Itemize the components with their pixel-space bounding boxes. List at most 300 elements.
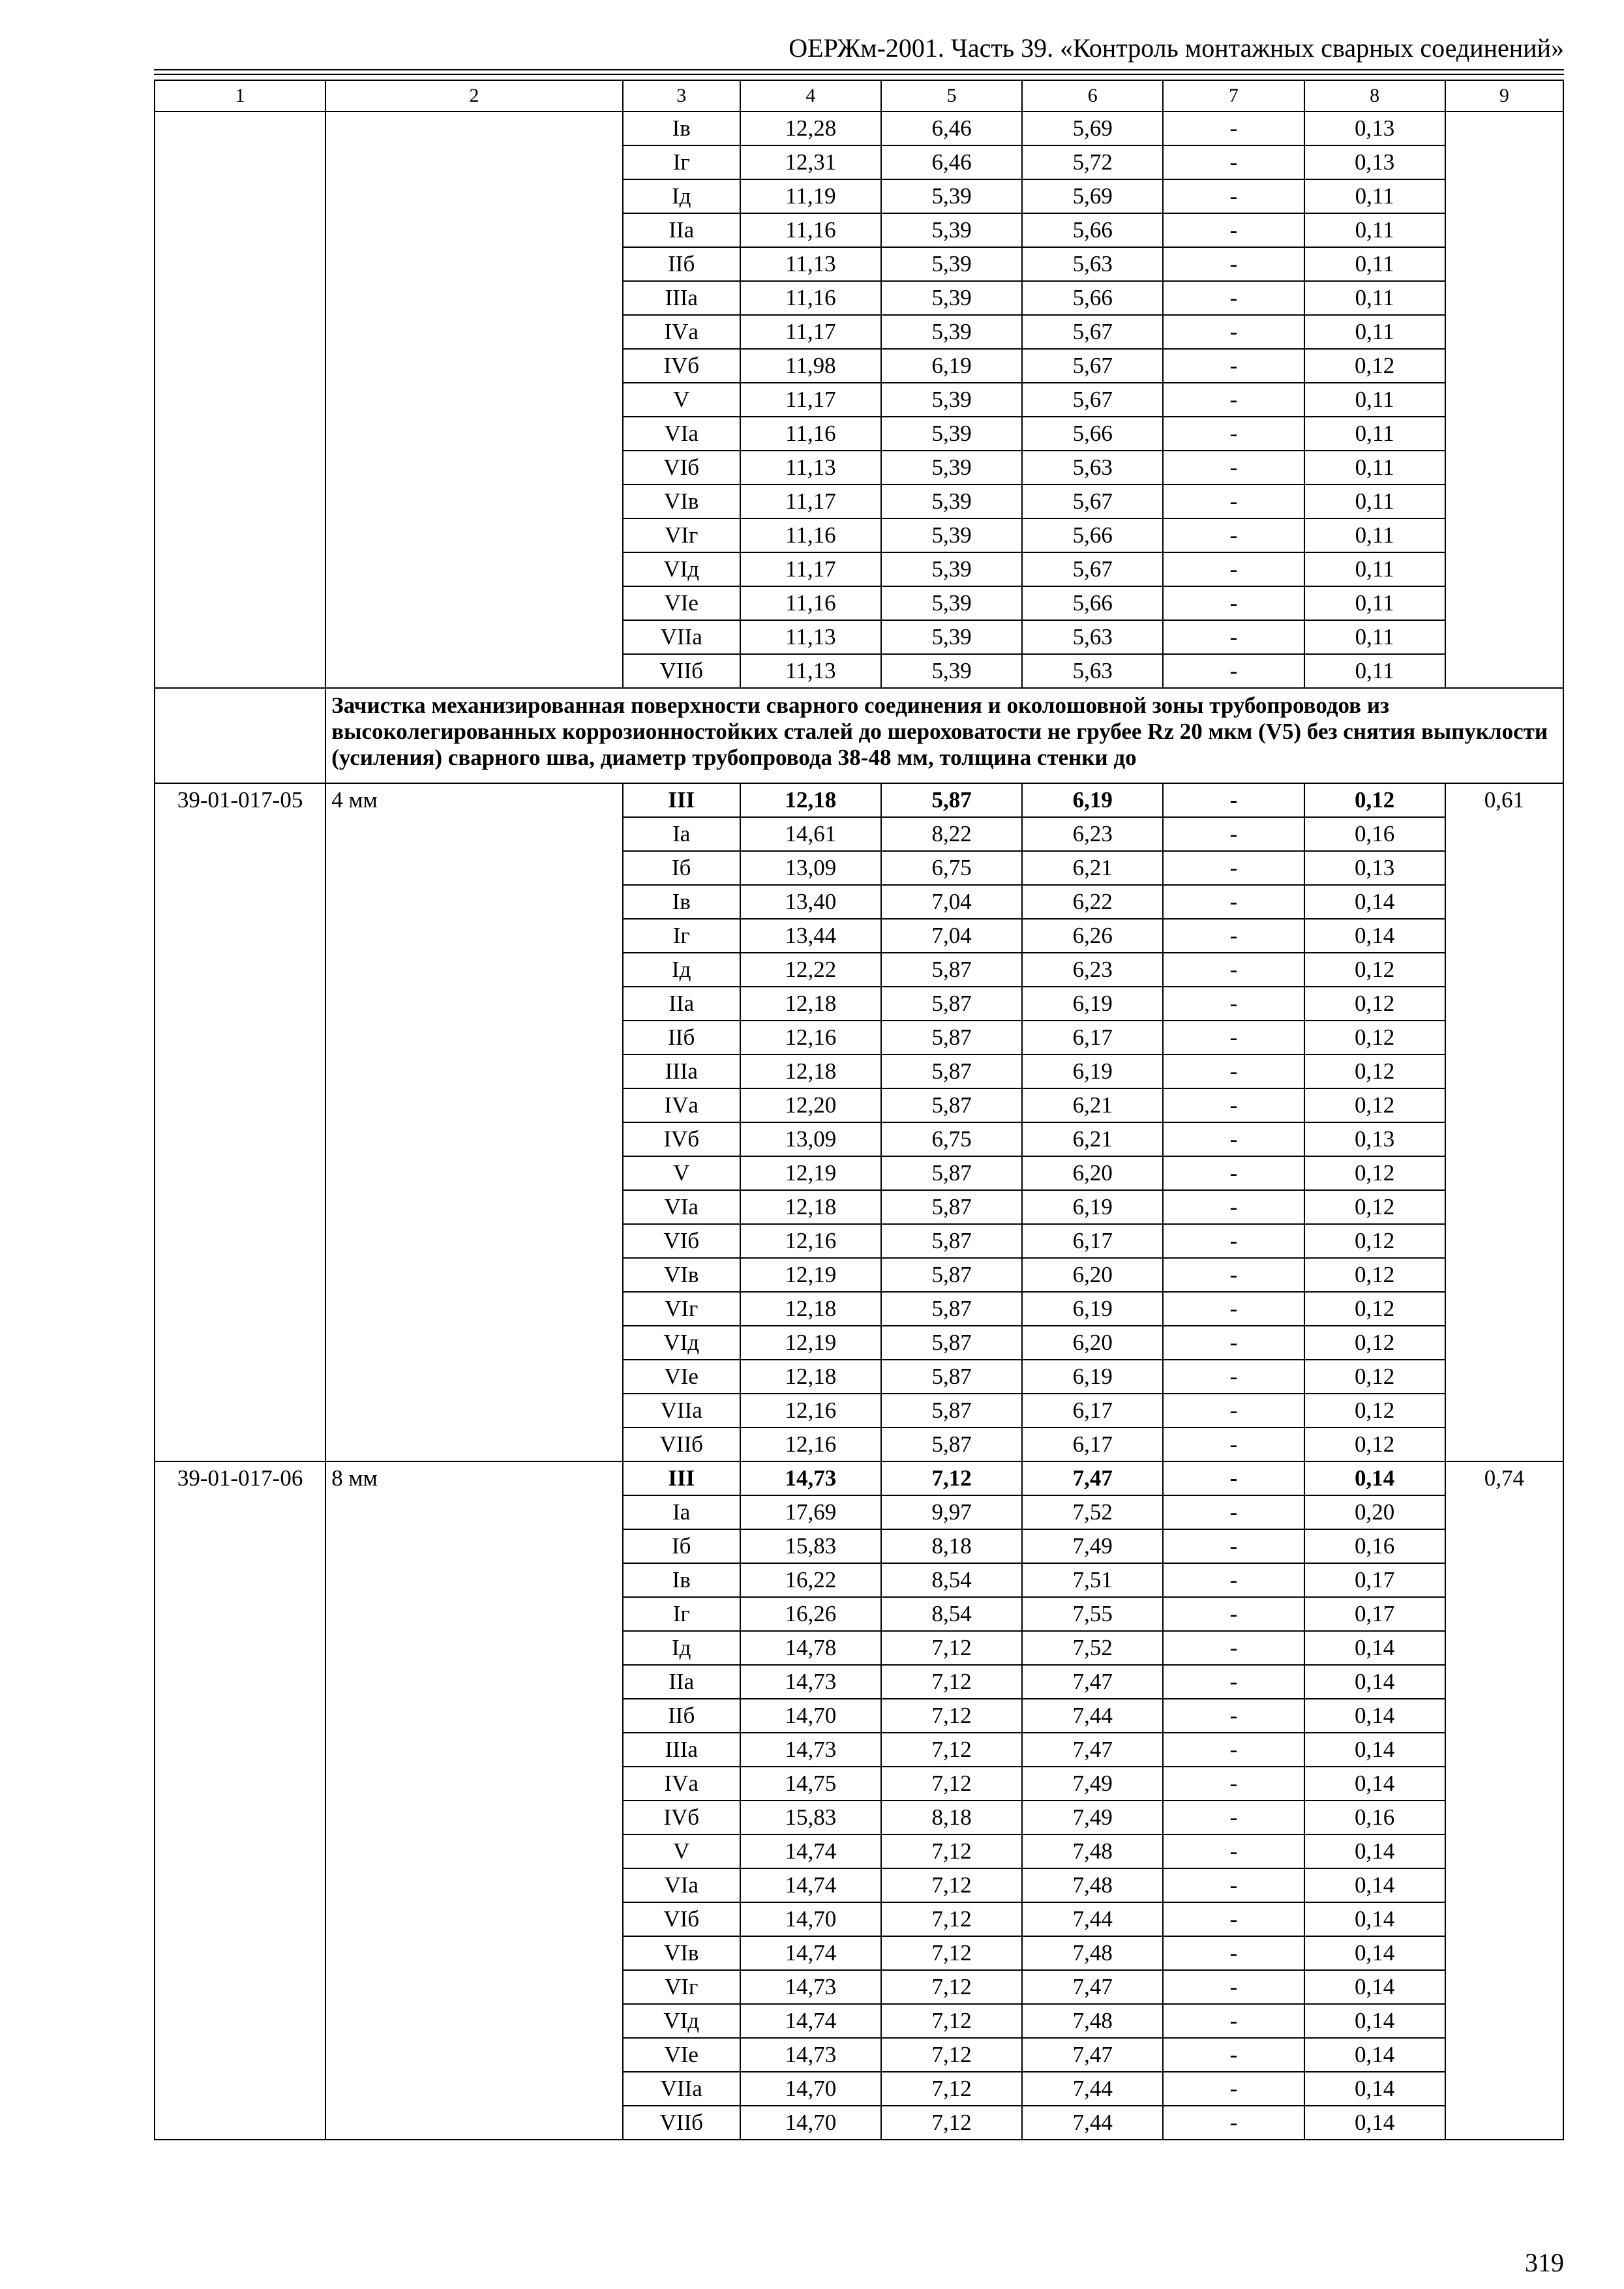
- value-col5: 7,12: [881, 1631, 1022, 1665]
- row-code-cell: VIIа: [623, 620, 740, 654]
- rate-description: 4 мм: [325, 783, 622, 1461]
- value-col5: 5,87: [881, 987, 1022, 1021]
- value-col7: -: [1163, 919, 1304, 953]
- value-col5: 5,87: [881, 1021, 1022, 1055]
- value-col8: 0,14: [1304, 919, 1445, 953]
- row-code-cell: IIб: [623, 1021, 740, 1055]
- value-col8: 0,12: [1304, 1428, 1445, 1461]
- row-code-cell: Iд: [623, 1631, 740, 1665]
- row-code-cell: IVа: [623, 1767, 740, 1801]
- row-code-cell: IIб: [623, 1699, 740, 1733]
- value-col8: 0,16: [1304, 817, 1445, 851]
- value-col6: 6,19: [1022, 1190, 1163, 1224]
- value-col7: -: [1163, 179, 1304, 213]
- value-col8: 0,11: [1304, 213, 1445, 247]
- value-col7: -: [1163, 1631, 1304, 1665]
- value-col4: 13,44: [740, 919, 881, 953]
- value-col5: 6,75: [881, 1122, 1022, 1156]
- value-col7: -: [1163, 417, 1304, 451]
- value-col7: -: [1163, 1665, 1304, 1699]
- value-col8: 0,11: [1304, 586, 1445, 620]
- section-title-row: [155, 688, 1563, 783]
- value-col4: 14,61: [740, 817, 881, 851]
- value-col4: 14,70: [740, 2072, 881, 2106]
- column-number: 4: [740, 80, 881, 112]
- value-col7: -: [1163, 1394, 1304, 1428]
- value-col6: 5,63: [1022, 247, 1163, 281]
- value-col6: 7,49: [1022, 1801, 1163, 1834]
- value-col7: -: [1163, 885, 1304, 919]
- section-title: Зачистка механизированная поверхности сварного соединения и околошовной зоны трубопроводов из высоколегированных коррозионностойких сталей до шероховатости не грубее Rz 20 мкм (V5) без снятия выпуклости (усиления) сварного шва, диаметр трубопровода 38-48 мм, толщина стенки до: [325, 688, 1563, 783]
- value-col5: 7,04: [881, 919, 1022, 953]
- value-col8: 0,13: [1304, 851, 1445, 885]
- value-col4: 12,16: [740, 1394, 881, 1428]
- value-col6: 7,48: [1022, 1936, 1163, 1970]
- value-col4: 12,16: [740, 1021, 881, 1055]
- value-col7: -: [1163, 1021, 1304, 1055]
- value-col6: 7,48: [1022, 1868, 1163, 1902]
- value-col7: -: [1163, 1326, 1304, 1360]
- value-col5: 5,87: [881, 1428, 1022, 1461]
- value-col4: 11,17: [740, 315, 881, 349]
- value-col8: 0,20: [1304, 1495, 1445, 1529]
- value-col4: 14,70: [740, 1699, 881, 1733]
- value-col7: -: [1163, 1970, 1304, 2004]
- value-col6: 6,17: [1022, 1394, 1163, 1428]
- value-col4: 13,09: [740, 1122, 881, 1156]
- column-number: 1: [155, 80, 325, 112]
- row-code-cell: IIб: [623, 247, 740, 281]
- value-col4: 11,13: [740, 451, 881, 485]
- row-code-cell: Iб: [623, 1529, 740, 1563]
- value-col4: 14,74: [740, 1936, 881, 1970]
- value-col8: 0,14: [1304, 1936, 1445, 1970]
- value-col8: 0,12: [1304, 1326, 1445, 1360]
- row-code-cell: Iа: [623, 817, 740, 851]
- value-col5: 8,18: [881, 1801, 1022, 1834]
- value-col4: 12,20: [740, 1088, 881, 1122]
- value-col7: -: [1163, 1428, 1304, 1461]
- row-code-cell: VIе: [623, 586, 740, 620]
- value-col7: -: [1163, 112, 1304, 145]
- value-col8: 0,11: [1304, 315, 1445, 349]
- value-col4: 14,74: [740, 1868, 881, 1902]
- value-col5: 5,87: [881, 1156, 1022, 1190]
- value-col5: 7,12: [881, 1868, 1022, 1902]
- row-code-cell: VIб: [623, 1224, 740, 1258]
- value-col8: 0,16: [1304, 1529, 1445, 1563]
- value-col6: 7,44: [1022, 2106, 1163, 2140]
- value-col4: 15,83: [740, 1529, 881, 1563]
- row-code-cell: Iб: [623, 851, 740, 885]
- value-col6: 5,66: [1022, 281, 1163, 315]
- empty-code-cell: [155, 112, 325, 688]
- rate-total: 0,61: [1445, 783, 1563, 1461]
- row-code-cell: IVб: [623, 349, 740, 383]
- column-number: 3: [623, 80, 740, 112]
- value-col5: 5,39: [881, 654, 1022, 688]
- row-code-cell: VIIа: [623, 2072, 740, 2106]
- row-code-cell: III: [623, 783, 740, 817]
- value-col8: 0,14: [1304, 1461, 1445, 1495]
- value-col5: 7,12: [881, 1733, 1022, 1767]
- row-code-cell: VIIб: [623, 654, 740, 688]
- value-col8: 0,14: [1304, 1733, 1445, 1767]
- value-col6: 7,44: [1022, 2072, 1163, 2106]
- value-col7: -: [1163, 1902, 1304, 1936]
- value-col7: -: [1163, 349, 1304, 383]
- row-code-cell: VIIб: [623, 1428, 740, 1461]
- row-code-cell: III: [623, 1461, 740, 1495]
- column-number: 7: [1163, 80, 1304, 112]
- value-col5: 5,87: [881, 1224, 1022, 1258]
- value-col6: 6,17: [1022, 1428, 1163, 1461]
- value-col6: 6,21: [1022, 851, 1163, 885]
- value-col5: 7,04: [881, 885, 1022, 919]
- rate-description: 8 мм: [325, 1461, 622, 2140]
- value-col7: -: [1163, 817, 1304, 851]
- value-col7: -: [1163, 552, 1304, 586]
- value-col7: -: [1163, 1868, 1304, 1902]
- value-col7: -: [1163, 1292, 1304, 1326]
- value-col4: 12,18: [740, 1190, 881, 1224]
- value-col4: 14,73: [740, 1733, 881, 1767]
- value-col8: 0,17: [1304, 1597, 1445, 1631]
- value-col7: -: [1163, 1122, 1304, 1156]
- row-code-cell: VIд: [623, 1326, 740, 1360]
- row-code-cell: Iг: [623, 1597, 740, 1631]
- value-col8: 0,11: [1304, 485, 1445, 518]
- value-col7: -: [1163, 654, 1304, 688]
- value-col4: 13,09: [740, 851, 881, 885]
- value-col8: 0,11: [1304, 281, 1445, 315]
- header-rule-top: [154, 69, 1564, 70]
- value-col4: 14,78: [740, 1631, 881, 1665]
- value-col8: 0,13: [1304, 145, 1445, 179]
- value-col4: 12,16: [740, 1428, 881, 1461]
- value-col5: 7,12: [881, 1767, 1022, 1801]
- value-col8: 0,12: [1304, 1156, 1445, 1190]
- value-col5: 7,12: [881, 1461, 1022, 1495]
- row-code-cell: VIе: [623, 1360, 740, 1394]
- value-col7: -: [1163, 1156, 1304, 1190]
- row-code-cell: IIIа: [623, 281, 740, 315]
- column-number: 5: [881, 80, 1022, 112]
- value-col8: 0,12: [1304, 1224, 1445, 1258]
- value-col5: 5,39: [881, 383, 1022, 417]
- row-code-cell: VIIа: [623, 1394, 740, 1428]
- value-col8: 0,14: [1304, 2004, 1445, 2038]
- row-code-cell: VIв: [623, 1936, 740, 1970]
- value-col7: -: [1163, 281, 1304, 315]
- row-code-cell: VIб: [623, 1902, 740, 1936]
- value-col4: 12,19: [740, 1156, 881, 1190]
- row-code-cell: IVа: [623, 1088, 740, 1122]
- value-col7: -: [1163, 1936, 1304, 1970]
- value-col5: 5,87: [881, 1360, 1022, 1394]
- value-col6: 7,47: [1022, 2038, 1163, 2072]
- empty-col9-cell: [1445, 112, 1563, 688]
- value-col5: 7,12: [881, 2038, 1022, 2072]
- value-col8: 0,13: [1304, 112, 1445, 145]
- value-col8: 0,11: [1304, 552, 1445, 586]
- value-col8: 0,16: [1304, 1801, 1445, 1834]
- value-col5: 5,39: [881, 281, 1022, 315]
- value-col6: 7,47: [1022, 1665, 1163, 1699]
- value-col4: 11,16: [740, 586, 881, 620]
- value-col6: 6,21: [1022, 1088, 1163, 1122]
- value-col6: 5,63: [1022, 451, 1163, 485]
- value-col7: -: [1163, 1767, 1304, 1801]
- value-col6: 6,17: [1022, 1021, 1163, 1055]
- value-col6: 6,26: [1022, 919, 1163, 953]
- value-col4: 14,70: [740, 1902, 881, 1936]
- value-col6: 5,69: [1022, 179, 1163, 213]
- value-col6: 5,66: [1022, 586, 1163, 620]
- value-col6: 7,47: [1022, 1461, 1163, 1495]
- value-col4: 11,13: [740, 620, 881, 654]
- value-col4: 12,31: [740, 145, 881, 179]
- value-col4: 14,73: [740, 2038, 881, 2072]
- value-col5: 7,12: [881, 1665, 1022, 1699]
- empty-code-cell: [155, 688, 325, 783]
- value-col4: 12,22: [740, 953, 881, 987]
- value-col8: 0,14: [1304, 1767, 1445, 1801]
- row-code-cell: VIIб: [623, 2106, 740, 2140]
- value-col5: 9,97: [881, 1495, 1022, 1529]
- table-row: [155, 112, 1563, 145]
- value-col5: 5,87: [881, 1088, 1022, 1122]
- value-col6: 5,67: [1022, 552, 1163, 586]
- value-col4: 14,73: [740, 1665, 881, 1699]
- value-col8: 0,12: [1304, 987, 1445, 1021]
- row-code-cell: IVа: [623, 315, 740, 349]
- row-code-cell: V: [623, 1156, 740, 1190]
- rate-total: 0,74: [1445, 1461, 1563, 2140]
- value-col8: 0,14: [1304, 1970, 1445, 2004]
- value-col4: 11,13: [740, 654, 881, 688]
- value-col7: -: [1163, 2038, 1304, 2072]
- table-row: [155, 1461, 1563, 1495]
- value-col6: 5,67: [1022, 315, 1163, 349]
- row-code-cell: Iв: [623, 885, 740, 919]
- row-code-cell: VIа: [623, 1868, 740, 1902]
- value-col8: 0,14: [1304, 1699, 1445, 1733]
- value-col6: 5,66: [1022, 518, 1163, 552]
- value-col8: 0,13: [1304, 1122, 1445, 1156]
- value-col5: 5,39: [881, 213, 1022, 247]
- row-code-cell: IIIа: [623, 1055, 740, 1088]
- value-col7: -: [1163, 1699, 1304, 1733]
- value-col5: 7,12: [881, 2004, 1022, 2038]
- value-col4: 12,18: [740, 783, 881, 817]
- value-col6: 5,66: [1022, 417, 1163, 451]
- value-col7: -: [1163, 783, 1304, 817]
- value-col7: -: [1163, 1597, 1304, 1631]
- value-col5: 5,39: [881, 247, 1022, 281]
- column-number: 9: [1445, 80, 1563, 112]
- value-col7: -: [1163, 383, 1304, 417]
- value-col8: 0,11: [1304, 451, 1445, 485]
- value-col5: 5,39: [881, 552, 1022, 586]
- row-code-cell: VIг: [623, 518, 740, 552]
- value-col7: -: [1163, 2072, 1304, 2106]
- row-code-cell: V: [623, 383, 740, 417]
- value-col6: 7,48: [1022, 1834, 1163, 1868]
- value-col5: 5,87: [881, 1394, 1022, 1428]
- row-code-cell: Iг: [623, 145, 740, 179]
- value-col6: 7,47: [1022, 1970, 1163, 2004]
- value-col8: 0,14: [1304, 1631, 1445, 1665]
- value-col7: -: [1163, 1733, 1304, 1767]
- value-col7: -: [1163, 1190, 1304, 1224]
- value-col7: -: [1163, 1529, 1304, 1563]
- row-code-cell: IVб: [623, 1122, 740, 1156]
- value-col7: -: [1163, 1461, 1304, 1495]
- value-col4: 13,40: [740, 885, 881, 919]
- row-code-cell: IIIа: [623, 1733, 740, 1767]
- value-col4: 14,74: [740, 1834, 881, 1868]
- value-col5: 5,87: [881, 1190, 1022, 1224]
- value-col5: 5,87: [881, 1258, 1022, 1292]
- value-col4: 14,73: [740, 1970, 881, 2004]
- value-col7: -: [1163, 851, 1304, 885]
- value-col7: -: [1163, 1088, 1304, 1122]
- value-col6: 7,51: [1022, 1563, 1163, 1597]
- value-col5: 5,39: [881, 451, 1022, 485]
- value-col6: 6,19: [1022, 1055, 1163, 1088]
- value-col8: 0,11: [1304, 179, 1445, 213]
- value-col5: 7,12: [881, 1902, 1022, 1936]
- value-col4: 11,17: [740, 383, 881, 417]
- value-col7: -: [1163, 586, 1304, 620]
- row-code-cell: IIа: [623, 213, 740, 247]
- value-col6: 6,20: [1022, 1156, 1163, 1190]
- value-col7: -: [1163, 2106, 1304, 2140]
- value-col7: -: [1163, 1834, 1304, 1868]
- value-col8: 0,11: [1304, 247, 1445, 281]
- value-col5: 7,12: [881, 2072, 1022, 2106]
- row-code-cell: IIа: [623, 987, 740, 1021]
- value-col4: 12,19: [740, 1326, 881, 1360]
- value-col6: 6,19: [1022, 987, 1163, 1021]
- value-col7: -: [1163, 987, 1304, 1021]
- value-col7: -: [1163, 1360, 1304, 1394]
- value-col4: 11,16: [740, 518, 881, 552]
- value-col5: 6,19: [881, 349, 1022, 383]
- value-col6: 7,44: [1022, 1902, 1163, 1936]
- value-col8: 0,14: [1304, 1868, 1445, 1902]
- value-col8: 0,14: [1304, 1902, 1445, 1936]
- value-col4: 11,19: [740, 179, 881, 213]
- value-col7: -: [1163, 1258, 1304, 1292]
- value-col4: 16,22: [740, 1563, 881, 1597]
- value-col4: 12,16: [740, 1224, 881, 1258]
- value-col7: -: [1163, 485, 1304, 518]
- value-col6: 7,44: [1022, 1699, 1163, 1733]
- value-col8: 0,12: [1304, 1394, 1445, 1428]
- value-col8: 0,12: [1304, 783, 1445, 817]
- value-col5: 8,54: [881, 1563, 1022, 1597]
- value-col8: 0,14: [1304, 1665, 1445, 1699]
- row-code-cell: VIд: [623, 552, 740, 586]
- row-code-cell: VIв: [623, 1258, 740, 1292]
- value-col8: 0,14: [1304, 885, 1445, 919]
- value-col4: 12,19: [740, 1258, 881, 1292]
- row-code-cell: VIд: [623, 2004, 740, 2038]
- value-col5: 5,39: [881, 518, 1022, 552]
- value-col7: -: [1163, 518, 1304, 552]
- table-row: [155, 783, 1563, 817]
- page-header-title: ОЕРЖм-2001. Часть 39. «Контроль монтажных сварных соединений»: [789, 33, 1564, 63]
- value-col6: 5,69: [1022, 112, 1163, 145]
- value-col7: -: [1163, 1055, 1304, 1088]
- value-col7: -: [1163, 1563, 1304, 1597]
- value-col6: 6,19: [1022, 1292, 1163, 1326]
- empty-description-cell: [325, 112, 622, 688]
- value-col5: 5,39: [881, 485, 1022, 518]
- value-col4: 11,16: [740, 213, 881, 247]
- value-col6: 7,52: [1022, 1631, 1163, 1665]
- value-col4: 11,17: [740, 552, 881, 586]
- value-col8: 0,11: [1304, 383, 1445, 417]
- value-col5: 8,54: [881, 1597, 1022, 1631]
- value-col6: 7,47: [1022, 1733, 1163, 1767]
- value-col5: 6,46: [881, 112, 1022, 145]
- row-code-cell: Iа: [623, 1495, 740, 1529]
- value-col4: 12,18: [740, 1055, 881, 1088]
- value-col4: 11,16: [740, 281, 881, 315]
- value-col7: -: [1163, 213, 1304, 247]
- value-col5: 5,39: [881, 179, 1022, 213]
- value-col5: 5,87: [881, 953, 1022, 987]
- value-col8: 0,11: [1304, 518, 1445, 552]
- row-code-cell: VIа: [623, 417, 740, 451]
- value-col7: -: [1163, 145, 1304, 179]
- value-col6: 7,48: [1022, 2004, 1163, 2038]
- value-col8: 0,12: [1304, 1258, 1445, 1292]
- value-col4: 11,98: [740, 349, 881, 383]
- value-col5: 5,39: [881, 586, 1022, 620]
- column-number: 2: [325, 80, 622, 112]
- value-col5: 5,39: [881, 417, 1022, 451]
- column-number-row: [155, 80, 1563, 112]
- value-col8: 0,12: [1304, 1190, 1445, 1224]
- value-col5: 7,12: [881, 1834, 1022, 1868]
- value-col8: 0,14: [1304, 2038, 1445, 2072]
- value-col6: 5,67: [1022, 485, 1163, 518]
- value-col4: 15,83: [740, 1801, 881, 1834]
- value-col7: -: [1163, 1801, 1304, 1834]
- value-col5: 7,12: [881, 1699, 1022, 1733]
- row-code-cell: Iв: [623, 1563, 740, 1597]
- value-col6: 7,49: [1022, 1767, 1163, 1801]
- value-col8: 0,12: [1304, 1055, 1445, 1088]
- value-col6: 5,67: [1022, 383, 1163, 417]
- value-col6: 6,23: [1022, 953, 1163, 987]
- value-col6: 6,20: [1022, 1326, 1163, 1360]
- value-col5: 5,87: [881, 1292, 1022, 1326]
- value-col4: 12,18: [740, 1360, 881, 1394]
- value-col8: 0,12: [1304, 953, 1445, 987]
- row-code-cell: IVб: [623, 1801, 740, 1834]
- value-col4: 12,18: [740, 1292, 881, 1326]
- value-col8: 0,11: [1304, 417, 1445, 451]
- value-col8: 0,11: [1304, 620, 1445, 654]
- value-col5: 8,22: [881, 817, 1022, 851]
- column-number: 6: [1022, 80, 1163, 112]
- value-col8: 0,12: [1304, 349, 1445, 383]
